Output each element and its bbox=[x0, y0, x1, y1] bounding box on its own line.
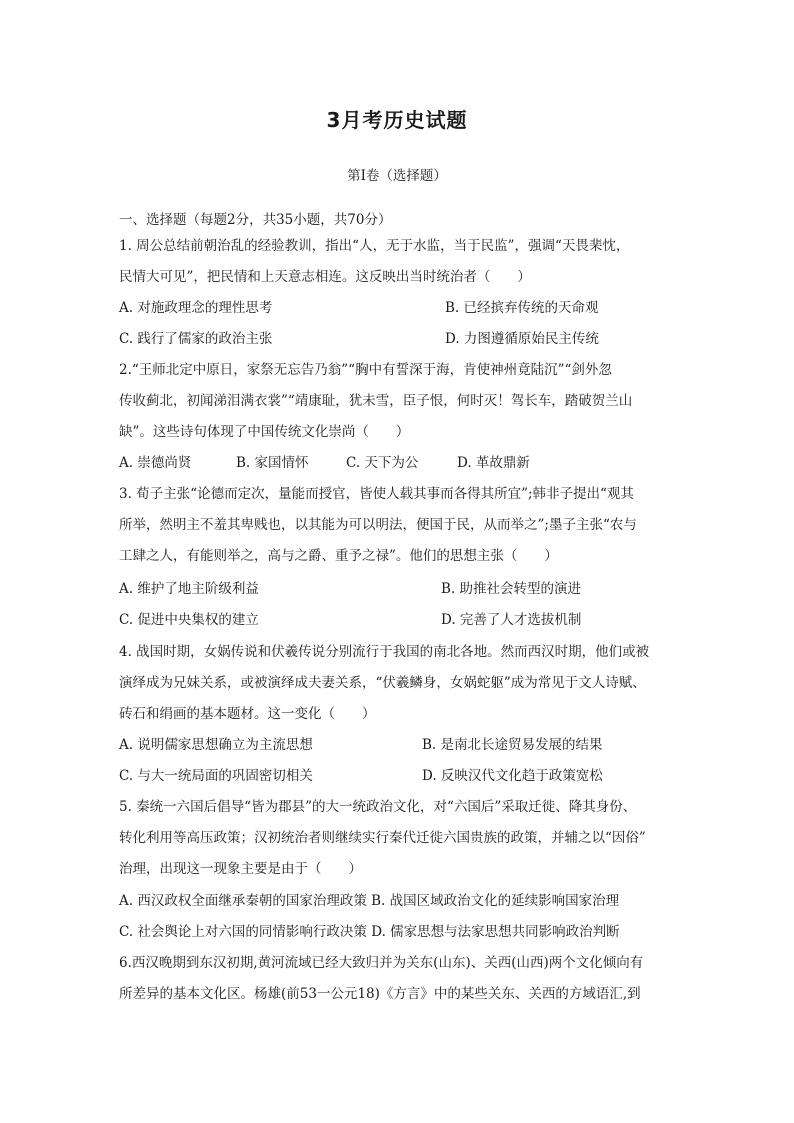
q6-stem-line-2: 所差异的基本文化区。杨雄(前53一公元18)《方言》中的某些关东、关西的方域语汇,到 bbox=[119, 986, 641, 1002]
q4-option-a: A. 说明儒家思想确立为主流思想 bbox=[119, 737, 313, 753]
q4-option-d: D. 反映汉代文化趋于政策宽松 bbox=[422, 768, 603, 784]
q1-option-a: A. 对施政理念的理性思考 bbox=[119, 300, 273, 316]
section-heading: 一、选择题（每题2分，共35小题，共70分） bbox=[119, 212, 392, 228]
q3-option-d: D. 完善了人才选拔机制 bbox=[441, 612, 582, 628]
q1-stem-line-1: 1. 周公总结前朝治乱的经验教训，指出“人，无于水监，当于民监”，强调“天畏棐忱， bbox=[119, 238, 630, 254]
q5-options-line-1: A. 西汉政权全面继承秦朝的国家治理政策 B. 战国区域政治文化的延续影响国家治理 bbox=[119, 893, 620, 909]
q1-stem-line-2: 民情大可见”，把民情和上天意志相连。这反映出当时统治者（ ） bbox=[119, 269, 531, 285]
q3-stem-line-3: 工肆之人，有能则举之，高与之爵、重予之禄”。他们的思想主张（ ） bbox=[119, 548, 558, 564]
q3-option-b: B. 助推社会转型的演进 bbox=[441, 581, 582, 597]
q4-option-b: B. 是南北长途贸易发展的结果 bbox=[422, 737, 603, 753]
q3-option-c: C. 促进中央集权的建立 bbox=[119, 612, 259, 628]
q4-option-c: C. 与大一统局面的巩固密切相关 bbox=[119, 768, 313, 784]
q5-stem-line-2: 转化利用等高压政策；汉初统治者则继续实行秦代迁徙六国贵族的政策，并辅之以“因俗” bbox=[119, 830, 646, 846]
q6-stem-line-1: 6.西汉晚期到东汉初期,黄河流域已经大致归并为关东(山东)、关西(山西)两个文化倾向有 bbox=[119, 955, 644, 971]
q1-option-b: B. 已经摈弃传统的天命观 bbox=[445, 300, 599, 316]
page-title: 3月考历史试题 bbox=[326, 108, 468, 132]
q2-option-b: B. 家国情怀 bbox=[236, 455, 309, 471]
q5-stem-line-3: 治理，出现这一现象主要是由于（ ） bbox=[119, 861, 362, 877]
section-subtitle: 第Ⅰ卷（选择题） bbox=[347, 168, 447, 184]
q3-stem-line-1: 3. 荀子主张“论德而定次，量能而授官，皆使人载其事而各得其所宜”;韩非子提出“观其 bbox=[119, 486, 634, 502]
q2-option-c: C. 天下为公 bbox=[346, 455, 419, 471]
q1-option-c: C. 践行了儒家的政治主张 bbox=[119, 331, 273, 347]
q2-option-d: D. 革故鼎新 bbox=[457, 455, 530, 471]
q5-stem-line-1: 5. 秦统一六国后倡导“皆为郡县”的大一统政治文化，对“六国后”采取迁徙、降其身份、 bbox=[119, 799, 637, 815]
q5-options-line-2: C. 社会舆论上对六国的同情影响行政决策 D. 儒家思想与法家思想共同影响政治判断 bbox=[119, 924, 620, 940]
q2-stem-line-1: 2.“王师北定中原日，家祭无忘告乃翁”“胸中有誓深于海，肯使神州竟陆沉”“剑外忽 bbox=[119, 362, 612, 378]
q4-stem-line-1: 4. 战国时期，女娲传说和伏羲传说分别流行于我国的南北各地。然而西汉时期，他们或被 bbox=[119, 644, 650, 660]
q2-stem-line-3: 缺”。这些诗句体现了中国传统文化崇尚（ ） bbox=[119, 424, 410, 440]
q4-stem-line-3: 砖石和绢画的基本题材。这一变化（ ） bbox=[119, 706, 376, 722]
q2-option-a: A. 崇德尚贤 bbox=[119, 455, 192, 471]
q3-option-a: A. 维护了地主阶级利益 bbox=[119, 581, 259, 597]
q1-option-d: D. 力图遵循原始民主传统 bbox=[445, 331, 599, 347]
q3-stem-line-2: 所举，然明主不羞其卑贱也，以其能为可以明法，便国于民，从而举之”;墨子主张“农与 bbox=[119, 517, 637, 533]
q2-stem-line-2: 传收蓟北，初闻涕泪满衣裳”“靖康耻，犹未雪，臣子恨，何时灭！驾长车，踏破贺兰山 bbox=[119, 393, 633, 409]
q4-stem-line-2: 演绎成为兄妹关系，或被演绎成夫妻关系，“伏羲鳞身，女娲蛇躯”成为常见于文人诗赋、 bbox=[119, 675, 646, 691]
